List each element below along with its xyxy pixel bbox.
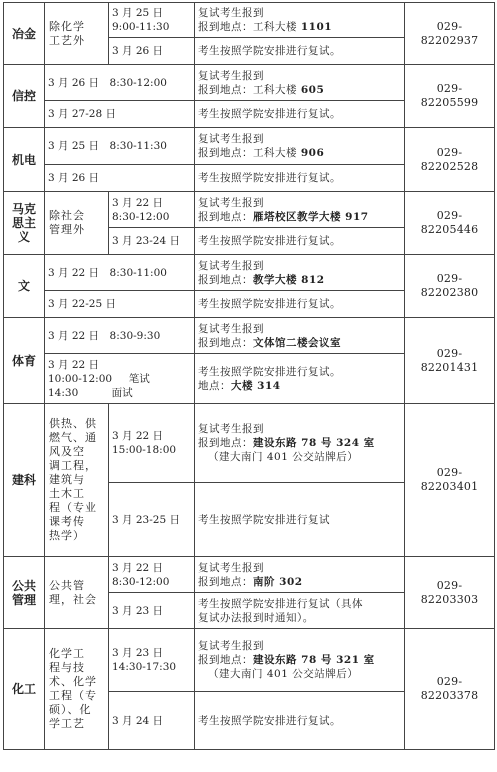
note-cell: 考生按照学院安排进行复试	[195, 483, 405, 557]
note-cell: 复试考生报到 报到地点：文体馆二楼会议室	[195, 318, 405, 354]
table-row	[4, 128, 495, 165]
date-time-cell: 3 月 25 日 9:00-11:30	[109, 3, 195, 38]
college-cell: 马克 思主 义	[4, 192, 45, 255]
date-time-cell: 3 月 23-24 日	[109, 228, 195, 255]
date-time-cell: 3 月 24 日	[109, 692, 195, 750]
date-time-cell: 3 月 23-25 日	[109, 483, 195, 557]
phone-cell: 029-82202937	[405, 3, 495, 65]
college-cell: 机电	[4, 128, 45, 192]
note-cell: 复试考生报到 报到地点：建设东路 78 号 321 室 （建大南门 401 公交站牌后）	[195, 629, 405, 692]
major-scope-cell: 化学工 程与技 术、化学 工程（专 硕）、化 学工艺	[45, 629, 109, 750]
note-cell: 考生按照学院安排进行复试。	[195, 101, 405, 128]
phone-cell: 029-82201431	[405, 318, 495, 404]
table-row	[4, 557, 495, 593]
note-cell: 复试考生报到 报到地点：工科大楼 605	[195, 65, 405, 101]
phone-cell: 029-82202528	[405, 128, 495, 192]
college-cell: 公共 管理	[4, 557, 45, 629]
note-cell: 考生按照学院安排进行复试。 地点：大楼 314	[195, 354, 405, 404]
date-time-cell: 3 月 26 日	[109, 38, 195, 65]
retest-schedule-table	[3, 2, 495, 750]
college-cell: 冶金	[4, 3, 45, 65]
date-time-cell: 3 月 26 日 8:30-12:00	[45, 65, 195, 101]
phone-cell: 029-82205599	[405, 65, 495, 128]
note-cell: 考生按照学院安排进行复试。	[195, 692, 405, 750]
date-time-cell: 3 月 22 日 10:00-12:00 笔试 14:30 面试	[45, 354, 195, 404]
date-time-cell: 3 月 22 日 8:30-12:00	[109, 192, 195, 228]
date-time-cell: 3 月 22 日 8:30-11:00	[45, 255, 195, 291]
college-cell: 信控	[4, 65, 45, 128]
date-time-cell: 3 月 23 日 14:30-17:30	[109, 629, 195, 692]
major-scope-cell: 除化学 工艺外	[45, 3, 109, 65]
phone-cell: 029-82205446	[405, 192, 495, 255]
date-time-cell: 3 月 25 日 8:30-11:30	[45, 128, 195, 165]
major-scope-cell: 公共管 理，社会	[45, 557, 109, 629]
table-row	[4, 318, 495, 354]
phone-cell: 029-82203401	[405, 404, 495, 557]
date-time-cell: 3 月 22 日 15:00-18:00	[109, 404, 195, 483]
note-cell: 考生按照学院安排进行复试。	[195, 38, 405, 65]
table-row	[4, 404, 495, 483]
note-cell: 复试考生报到 报到地点：工科大楼 1101	[195, 3, 405, 38]
date-time-cell: 3 月 23 日	[109, 593, 195, 629]
college-cell: 体育	[4, 318, 45, 404]
table-row	[4, 65, 495, 101]
note-cell: 考生按照学院安排进行复试（具体 复试办法报到时通知）。	[195, 593, 405, 629]
table-row	[4, 192, 495, 228]
date-time-cell: 3 月 22 日 8:30-9:30	[45, 318, 195, 354]
college-cell: 文	[4, 255, 45, 318]
note-cell: 考生按照学院安排进行复试。	[195, 291, 405, 318]
phone-cell: 029-82202380	[405, 255, 495, 318]
date-time-cell: 3 月 22-25 日	[45, 291, 195, 318]
table-row	[4, 629, 495, 692]
table-row	[4, 3, 495, 38]
table-row	[4, 255, 495, 291]
phone-cell: 029-82203303	[405, 557, 495, 629]
note-cell: 复试考生报到 报到地点：工科大楼 906	[195, 128, 405, 165]
major-scope-cell: 除社会 管理外	[45, 192, 109, 255]
date-time-cell: 3 月 26 日	[45, 165, 195, 192]
phone-cell: 029-82203378	[405, 629, 495, 750]
note-cell: 复试考生报到 报到地点：雁塔校区教学大楼 917	[195, 192, 405, 228]
note-cell: 复试考生报到 报到地点：南阶 302	[195, 557, 405, 593]
college-cell: 化工	[4, 629, 45, 750]
note-cell: 复试考生报到 报到地点：建设东路 78 号 324 室 （建大南门 401 公交站牌后）	[195, 404, 405, 483]
note-cell: 考生按照学院安排进行复试。	[195, 228, 405, 255]
college-cell: 建科	[4, 404, 45, 557]
major-scope-cell: 供热、供 燃气、通 风及空 调工程， 建筑与 土木工 程（专业 课考传 热学）	[45, 404, 109, 557]
note-cell: 复试考生报到 报到地点：教学大楼 812	[195, 255, 405, 291]
note-cell: 考生按照学院安排进行复试。	[195, 165, 405, 192]
date-time-cell: 3 月 22 日 8:30-12:00	[109, 557, 195, 593]
date-time-cell: 3 月 27-28 日	[45, 101, 195, 128]
